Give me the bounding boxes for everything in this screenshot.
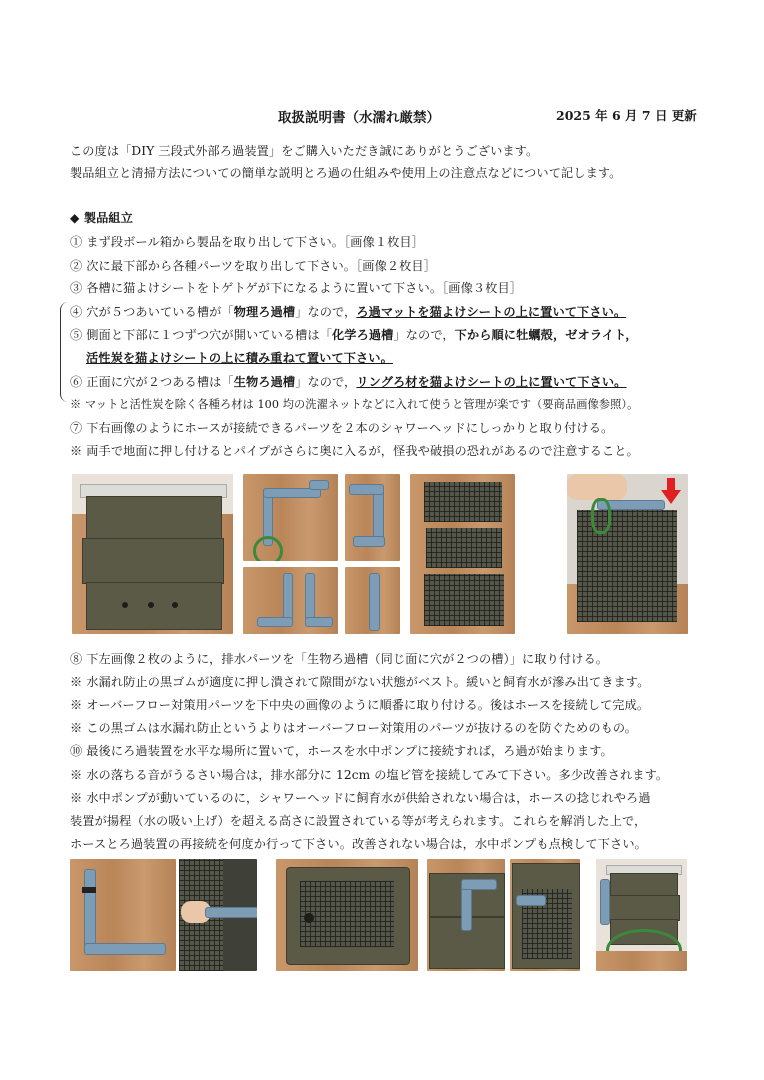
photo-tanks-with-mesh: [410, 474, 515, 634]
section-heading: ◆ 製品組立: [70, 211, 133, 225]
photo-completed-unit: [596, 859, 687, 971]
photo-overflow-part-1: [427, 859, 505, 971]
note-7-line-2: 装置が揚程（水の吸い上げ）を超える高さに設置されている等が考えられます。これらを解消した上で，: [70, 814, 647, 828]
step-5-cont: [86, 350, 393, 366]
step-5-instruction-cont: 活性炭を猫よけシートの上に積み重ねて置いて下さい。: [86, 351, 393, 365]
step-10: ⑩ 最後にろ過装置を水平な場所に置いて，ホースを水中ポンプに接続すれば，ろ過が始まります。: [70, 744, 613, 758]
step-6-text-c: 」なので，: [295, 375, 357, 389]
step-1: ① まず段ボール箱から製品を取り出して下さい。［画像１枚目］: [70, 235, 424, 249]
step-4-text-a: ④ 穴が５つあいている槽が「: [70, 305, 234, 319]
photo-parts-2: [345, 474, 400, 561]
note-3: ※ 水漏れ防止の黒ゴムが適度に押し潰されて隙間がない状態がベスト。緩いと飼育水が滲み出てきます。: [70, 675, 650, 689]
step-2: ② 次に最下部から各種パーツを取り出して下さい。［画像２枚目］: [70, 259, 437, 273]
step-4-text-c: 」なので，: [295, 305, 357, 319]
intro-line-1: この度は「DIY 三段式外部ろ過装置」をご購入いただき誠にありがとうございます。: [70, 144, 539, 158]
step-5-tank-name: 化学ろ過槽: [332, 328, 394, 342]
photo-shower-head-part: [567, 474, 688, 634]
note-1: ※ マットと活性炭を除く各種ろ材は 100 均の洗濯ネットなどに入れて使うと管理が楽です（要商品画像参照）。: [70, 398, 639, 411]
photo-drain-part: [70, 859, 176, 971]
step-6-tank-name: 生物ろ過槽: [233, 375, 296, 389]
photo-parts-4: [345, 567, 400, 634]
step-6-instruction: リングろ材を猫よけシートの上に置いて下さい。: [356, 375, 627, 389]
step-6: [70, 374, 626, 390]
intro-line-2: 製品組立と清掃方法についての簡単な説明とろ過の仕組みや使用上の注意点などについて記します。: [70, 166, 622, 180]
bracket-mark: [60, 302, 69, 402]
step-8: ⑧ 下左画像２枚のように，排水パーツを「生物ろ過槽（同じ面に穴が２つの槽）」に取り付ける。: [70, 652, 609, 666]
step-4: [70, 304, 626, 320]
step-6-text-a: ⑥ 正面に穴が２つある槽は「: [70, 375, 234, 389]
step-4-instruction: ろ過マットを猫よけシートの上に置いて下さい。: [356, 305, 627, 319]
note-7-line-3: ホースとろ過装置の再接続を何度か行って下さい。改善されない場合は，水中ポンプも点検して下さい。: [70, 837, 647, 851]
step-7: ⑦ 下右画像のようにホースが接続できるパーツを２本のシャワーヘッドにしっかりと取り付ける。: [70, 421, 614, 435]
step-5-text-a: ⑤ 側面と下部に１つずつ穴が開いている槽は「: [70, 328, 333, 342]
step-5: [70, 327, 638, 343]
note-5: ※ この黒ゴムは水漏れ防止というよりはオーバーフロー対策用のパーツが抜けるのを防ぐためのもの。: [70, 721, 638, 735]
step-5-instruction: 下から順に牡蠣殻，ゼオライト，: [454, 328, 638, 342]
document-title: 取扱説明書（水濡れ厳禁）: [278, 110, 440, 126]
photo-parts-3: [243, 567, 338, 634]
update-date: 2025 年 6 月 7 日 更新: [556, 108, 697, 123]
document-header: [0, 106, 764, 126]
photo-parts-1: [243, 474, 338, 561]
step-3: ③ 各槽に猫よけシートをトゲトゲが下になるように置いて下さい。［画像３枚目］: [70, 281, 523, 295]
photo-drain-attached: [179, 859, 257, 971]
step-5-text-c: 」なので，: [393, 328, 455, 342]
note-7-line-1: ※ 水中ポンプが動いているのに，シャワーヘッドに飼育水が供給されない場合は，ホースの捻じれやろ過: [70, 791, 651, 805]
note-6: ※ 水の落ちる音がうるさい場合は，排水部分に 12cm の塩ビ管を接続してみて下さい。多少改善されます。: [70, 768, 669, 782]
photo-overflow-part-2: [510, 859, 580, 971]
note-4: ※ オーバーフロー対策用パーツを下中央の画像のように順番に取り付ける。後はホースを接続して完成。: [70, 698, 650, 712]
photo-tank-top-view: [276, 859, 418, 971]
note-2: ※ 両手で地面に押し付けるとパイプがさらに奥に入るが，怪我や破損の恐れがあるので注意すること。: [70, 444, 639, 458]
step-4-tank-name: 物理ろ過槽: [233, 305, 296, 319]
photo-assembled-unit: [72, 474, 233, 634]
